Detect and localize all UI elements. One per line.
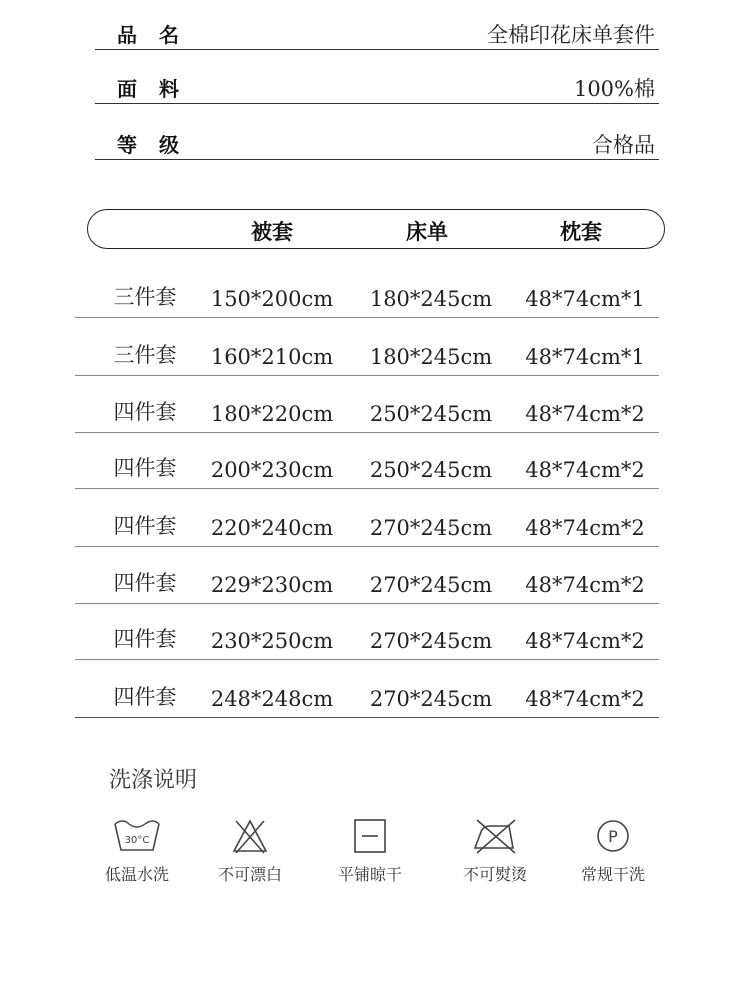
table-row <box>75 563 659 604</box>
header-sheet: 床单 <box>406 220 448 244</box>
table-row <box>75 677 659 718</box>
set-type: 四件套 <box>113 514 177 538</box>
care-label: 不可漂白 <box>217 865 282 884</box>
set-type: 四件套 <box>113 400 177 424</box>
pillow-size: 48*74cm*1 <box>525 287 645 311</box>
duvet-size: 229*230cm <box>210 573 334 597</box>
set-type: 四件套 <box>113 456 177 480</box>
set-type: 三件套 <box>113 285 177 309</box>
care-item-dry-clean <box>553 818 673 885</box>
spec-row-grade <box>95 129 659 160</box>
dry-flat-icon <box>344 818 396 854</box>
sheet-size: 180*245cm <box>369 345 493 369</box>
size-table-header <box>87 209 665 249</box>
duvet-size: 248*248cm <box>210 687 334 711</box>
table-row <box>75 448 659 489</box>
care-label: 低温水洗 <box>104 865 169 884</box>
sheet-size: 250*245cm <box>369 402 493 426</box>
set-type: 四件套 <box>113 571 177 595</box>
table-row <box>75 277 659 318</box>
table-row <box>75 619 659 660</box>
set-type: 四件套 <box>113 685 177 709</box>
sheet-size: 270*245cm <box>369 516 493 540</box>
duvet-size: 200*230cm <box>210 458 334 482</box>
pillow-size: 48*74cm*2 <box>525 458 645 482</box>
spec-label: 面料 <box>117 77 201 101</box>
spec-value: 全棉印花床单套件 <box>487 23 655 47</box>
set-type: 四件套 <box>113 627 177 651</box>
header-pillow: 枕套 <box>560 220 602 244</box>
duvet-size: 180*220cm <box>210 402 334 426</box>
care-item-no-bleach <box>190 818 310 885</box>
wash-30c-icon <box>111 818 163 854</box>
care-item-no-iron <box>435 818 555 885</box>
sheet-size: 270*245cm <box>369 687 493 711</box>
pillow-size: 48*74cm*2 <box>525 629 645 653</box>
spec-row-name <box>95 19 659 50</box>
table-row <box>75 392 659 433</box>
no-iron-icon <box>469 818 521 854</box>
table-row <box>75 506 659 547</box>
no-bleach-icon <box>224 818 276 854</box>
pillow-size: 48*74cm*2 <box>525 516 645 540</box>
sheet-size: 250*245cm <box>369 458 493 482</box>
duvet-size: 230*250cm <box>210 629 334 653</box>
spec-row-fabric <box>95 73 659 104</box>
spec-label: 品名 <box>117 23 201 47</box>
care-label: 不可熨烫 <box>462 865 527 884</box>
duvet-size: 160*210cm <box>210 345 334 369</box>
pillow-size: 48*74cm*2 <box>525 402 645 426</box>
sheet-size: 180*245cm <box>369 287 493 311</box>
spec-value: 合格品 <box>592 133 655 157</box>
sheet-size: 270*245cm <box>369 573 493 597</box>
set-type: 三件套 <box>113 343 177 367</box>
table-row <box>75 335 659 376</box>
care-label: 平铺晾干 <box>337 865 402 884</box>
care-item-dry-flat <box>310 818 430 885</box>
sheet-size: 270*245cm <box>369 629 493 653</box>
duvet-size: 220*240cm <box>210 516 334 540</box>
care-item-low-temp-wash <box>77 818 197 885</box>
dry-clean-letter: P <box>608 827 618 846</box>
pillow-size: 48*74cm*2 <box>525 687 645 711</box>
dry-clean-icon <box>587 818 639 854</box>
care-label: 常规干洗 <box>580 865 645 884</box>
care-title: 洗涤说明 <box>109 768 198 793</box>
spec-value: 100%棉 <box>573 77 655 101</box>
wash-temp-text: 30°C <box>124 835 150 846</box>
pillow-size: 48*74cm*1 <box>525 345 645 369</box>
pillow-size: 48*74cm*2 <box>525 573 645 597</box>
duvet-size: 150*200cm <box>210 287 334 311</box>
spec-label: 等级 <box>117 133 201 157</box>
header-duvet: 被套 <box>251 220 293 244</box>
